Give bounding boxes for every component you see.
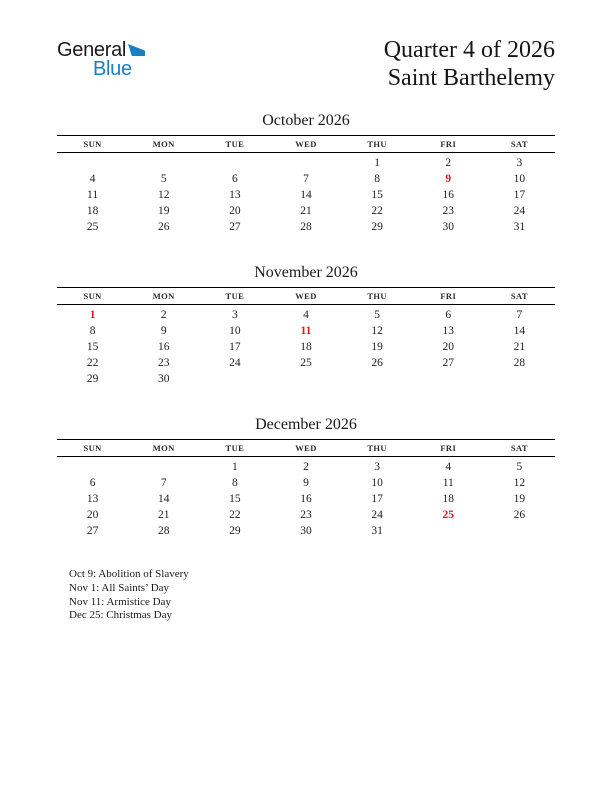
logo-text-blue: Blue bbox=[93, 58, 132, 80]
week-row bbox=[57, 457, 555, 476]
week-row bbox=[57, 355, 555, 371]
calendar-day: 20 bbox=[86, 509, 99, 521]
calendar-day: 9 bbox=[303, 477, 309, 489]
empty-day bbox=[199, 153, 270, 172]
calendar-day: 13 bbox=[442, 325, 455, 337]
calendar-day: 5 bbox=[516, 461, 523, 473]
calendar-day: 28 bbox=[300, 221, 312, 233]
calendar-day: 12 bbox=[371, 325, 383, 337]
calendar-day: 2 bbox=[160, 309, 167, 321]
week-row bbox=[57, 187, 555, 203]
calendar-day: 27 bbox=[86, 525, 99, 537]
holiday-note: Dec 25: Christmas Day bbox=[69, 609, 172, 622]
week-row bbox=[57, 305, 555, 324]
calendar-day: 1 bbox=[374, 157, 380, 169]
weekday-header: FRI bbox=[413, 288, 484, 305]
weekday-header: FRI bbox=[413, 136, 484, 153]
empty-day bbox=[128, 153, 199, 172]
empty-day bbox=[413, 523, 484, 539]
month-title: October 2026 bbox=[262, 112, 350, 129]
weekday-header: THU bbox=[342, 136, 413, 153]
calendar-day: 27 bbox=[229, 221, 241, 233]
weekday-header: SAT bbox=[484, 288, 555, 305]
calendar-day: 20 bbox=[229, 205, 241, 217]
weekday-header: TUE bbox=[199, 440, 270, 457]
weekday-header: MON bbox=[128, 136, 199, 153]
empty-day bbox=[270, 153, 341, 172]
calendar-day: 6 bbox=[89, 477, 96, 489]
weekday-header: FRI bbox=[413, 440, 484, 457]
week-row bbox=[57, 491, 555, 507]
calendar-day: 8 bbox=[89, 325, 96, 337]
calendar-day: 31 bbox=[513, 221, 526, 233]
week-row bbox=[57, 523, 555, 539]
calendar-day: 22 bbox=[229, 509, 241, 521]
calendar-day: 15 bbox=[86, 341, 99, 353]
calendar-day: 13 bbox=[86, 493, 99, 505]
weekday-header: THU bbox=[342, 440, 413, 457]
weekday-header: MON bbox=[128, 440, 199, 457]
week-row bbox=[57, 219, 555, 235]
calendar-day: 26 bbox=[513, 509, 526, 521]
empty-day bbox=[199, 371, 270, 387]
calendar-day: 11 bbox=[300, 325, 312, 337]
calendar-day: 18 bbox=[300, 341, 312, 353]
calendar-day: 7 bbox=[516, 309, 523, 321]
calendar-day: 18 bbox=[86, 205, 99, 217]
week-row bbox=[57, 323, 555, 339]
empty-day bbox=[342, 371, 413, 387]
logo-general-label: General bbox=[57, 39, 127, 61]
months-container bbox=[0, 112, 612, 539]
calendar-day: 10 bbox=[229, 325, 241, 337]
calendar-day: 25 bbox=[442, 509, 455, 521]
month-title: December 2026 bbox=[255, 416, 357, 433]
calendar-day: 18 bbox=[442, 493, 455, 505]
calendar-day: 30 bbox=[157, 373, 170, 385]
calendar-day: 30 bbox=[300, 525, 312, 537]
month-calendar bbox=[0, 112, 612, 235]
calendar-day: 1 bbox=[231, 461, 238, 473]
calendar-day: 17 bbox=[229, 341, 241, 353]
page-title bbox=[384, 36, 555, 92]
calendar-day: 8 bbox=[231, 477, 238, 489]
calendar-day: 22 bbox=[86, 357, 99, 369]
calendar-day: 24 bbox=[513, 205, 526, 217]
empty-day bbox=[57, 457, 128, 476]
calendar-day: 6 bbox=[445, 309, 452, 321]
page-header bbox=[0, 0, 612, 112]
calendar-day: 7 bbox=[160, 477, 167, 489]
weekday-header: SAT bbox=[484, 136, 555, 153]
calendar-day: 4 bbox=[89, 173, 96, 185]
empty-day bbox=[484, 371, 555, 387]
calendar-day: 2 bbox=[445, 157, 452, 169]
calendar-day: 15 bbox=[229, 493, 241, 505]
calendar-day: 11 bbox=[442, 477, 454, 489]
weekday-header: SUN bbox=[57, 288, 128, 305]
calendar-day: 30 bbox=[442, 221, 455, 233]
calendar-day: 19 bbox=[157, 205, 170, 217]
empty-day bbox=[484, 523, 555, 539]
month-calendar bbox=[0, 416, 612, 539]
calendar-day: 3 bbox=[374, 461, 380, 473]
calendar-day: 5 bbox=[374, 309, 380, 321]
calendar-day: 13 bbox=[229, 189, 241, 201]
calendar-day: 4 bbox=[303, 309, 309, 321]
calendar-day: 3 bbox=[231, 309, 238, 321]
calendar-day: 29 bbox=[86, 373, 99, 385]
weekday-header: MON bbox=[128, 288, 199, 305]
calendar-day: 5 bbox=[160, 173, 167, 185]
weekday-header: SAT bbox=[484, 440, 555, 457]
empty-day bbox=[413, 371, 484, 387]
holiday-note: Nov 11: Armistice Day bbox=[69, 595, 171, 608]
calendar-day: 14 bbox=[157, 493, 170, 505]
calendar-day: 2 bbox=[303, 461, 309, 473]
calendar-day: 16 bbox=[442, 189, 455, 201]
calendar-day: 6 bbox=[231, 173, 238, 185]
week-row bbox=[57, 475, 555, 491]
calendar-day: 27 bbox=[442, 357, 455, 369]
calendar-day: 28 bbox=[513, 357, 526, 369]
calendar-day: 19 bbox=[513, 493, 526, 505]
calendar-day: 19 bbox=[371, 341, 383, 353]
month-grid bbox=[57, 439, 555, 539]
calendar-day: 9 bbox=[445, 173, 452, 185]
empty-day bbox=[270, 371, 341, 387]
calendar-day: 29 bbox=[229, 525, 241, 537]
holiday-note: Oct 9: Abolition of Slavery bbox=[69, 568, 189, 580]
logo-text-general bbox=[57, 40, 145, 60]
calendar-day: 24 bbox=[371, 509, 383, 521]
week-row bbox=[57, 507, 555, 523]
calendar-day: 23 bbox=[157, 357, 170, 369]
week-row bbox=[57, 371, 555, 387]
week-row bbox=[57, 203, 555, 219]
weekday-header: WED bbox=[270, 288, 341, 305]
calendar-day: 28 bbox=[157, 525, 170, 537]
calendar-day: 4 bbox=[445, 461, 452, 473]
calendar-day: 12 bbox=[157, 189, 170, 201]
week-row bbox=[57, 171, 555, 187]
calendar-day: 14 bbox=[513, 325, 526, 337]
calendar-day: 12 bbox=[513, 477, 526, 489]
weekday-header: THU bbox=[342, 288, 413, 305]
calendar-day: 21 bbox=[513, 341, 526, 353]
calendar-day: 29 bbox=[371, 221, 383, 233]
general-blue-logo bbox=[57, 40, 145, 78]
week-row bbox=[57, 339, 555, 355]
month-calendar bbox=[0, 264, 612, 387]
calendar-day: 8 bbox=[374, 173, 380, 185]
calendar-day: 1 bbox=[89, 309, 96, 321]
holiday-list bbox=[69, 568, 612, 623]
calendar-day: 10 bbox=[513, 173, 526, 185]
week-row bbox=[57, 153, 555, 172]
triangle-icon bbox=[128, 44, 145, 56]
holiday-note: Nov 1: All Saints’ Day bbox=[69, 581, 170, 594]
calendar-day: 16 bbox=[157, 341, 170, 353]
calendar-day: 14 bbox=[300, 189, 312, 201]
calendar-day: 23 bbox=[442, 205, 455, 217]
calendar-day: 17 bbox=[371, 493, 383, 505]
empty-day bbox=[128, 457, 199, 476]
calendar-day: 24 bbox=[229, 357, 241, 369]
weekday-header: WED bbox=[270, 136, 341, 153]
calendar-day: 21 bbox=[157, 509, 170, 521]
month-grid bbox=[57, 287, 555, 387]
calendar-day: 7 bbox=[303, 173, 309, 185]
month-grid bbox=[57, 135, 555, 235]
calendar-day: 20 bbox=[442, 341, 455, 353]
weekday-header: WED bbox=[270, 440, 341, 457]
weekday-header: TUE bbox=[199, 288, 270, 305]
calendar-day: 10 bbox=[371, 477, 383, 489]
weekday-header: SUN bbox=[57, 136, 128, 153]
calendar-day: 3 bbox=[516, 157, 523, 169]
calendar-day: 11 bbox=[87, 189, 99, 201]
calendar-day: 23 bbox=[300, 509, 312, 521]
quarter-title: Quarter 4 of 2026 bbox=[383, 37, 555, 63]
calendar-day: 22 bbox=[371, 205, 383, 217]
calendar-day: 31 bbox=[371, 525, 383, 537]
month-title: November 2026 bbox=[254, 264, 358, 281]
weekday-header: SUN bbox=[57, 440, 128, 457]
calendar-day: 25 bbox=[86, 221, 99, 233]
region-title: Saint Barthelemy bbox=[387, 65, 555, 91]
calendar-day: 9 bbox=[160, 325, 167, 337]
calendar-day: 26 bbox=[157, 221, 170, 233]
empty-day bbox=[57, 153, 128, 172]
calendar-day: 21 bbox=[300, 205, 312, 217]
calendar-day: 17 bbox=[513, 189, 526, 201]
calendar-day: 15 bbox=[371, 189, 383, 201]
calendar-day: 25 bbox=[300, 357, 312, 369]
calendar-day: 26 bbox=[371, 357, 383, 369]
weekday-header: TUE bbox=[199, 136, 270, 153]
calendar-day: 16 bbox=[300, 493, 312, 505]
